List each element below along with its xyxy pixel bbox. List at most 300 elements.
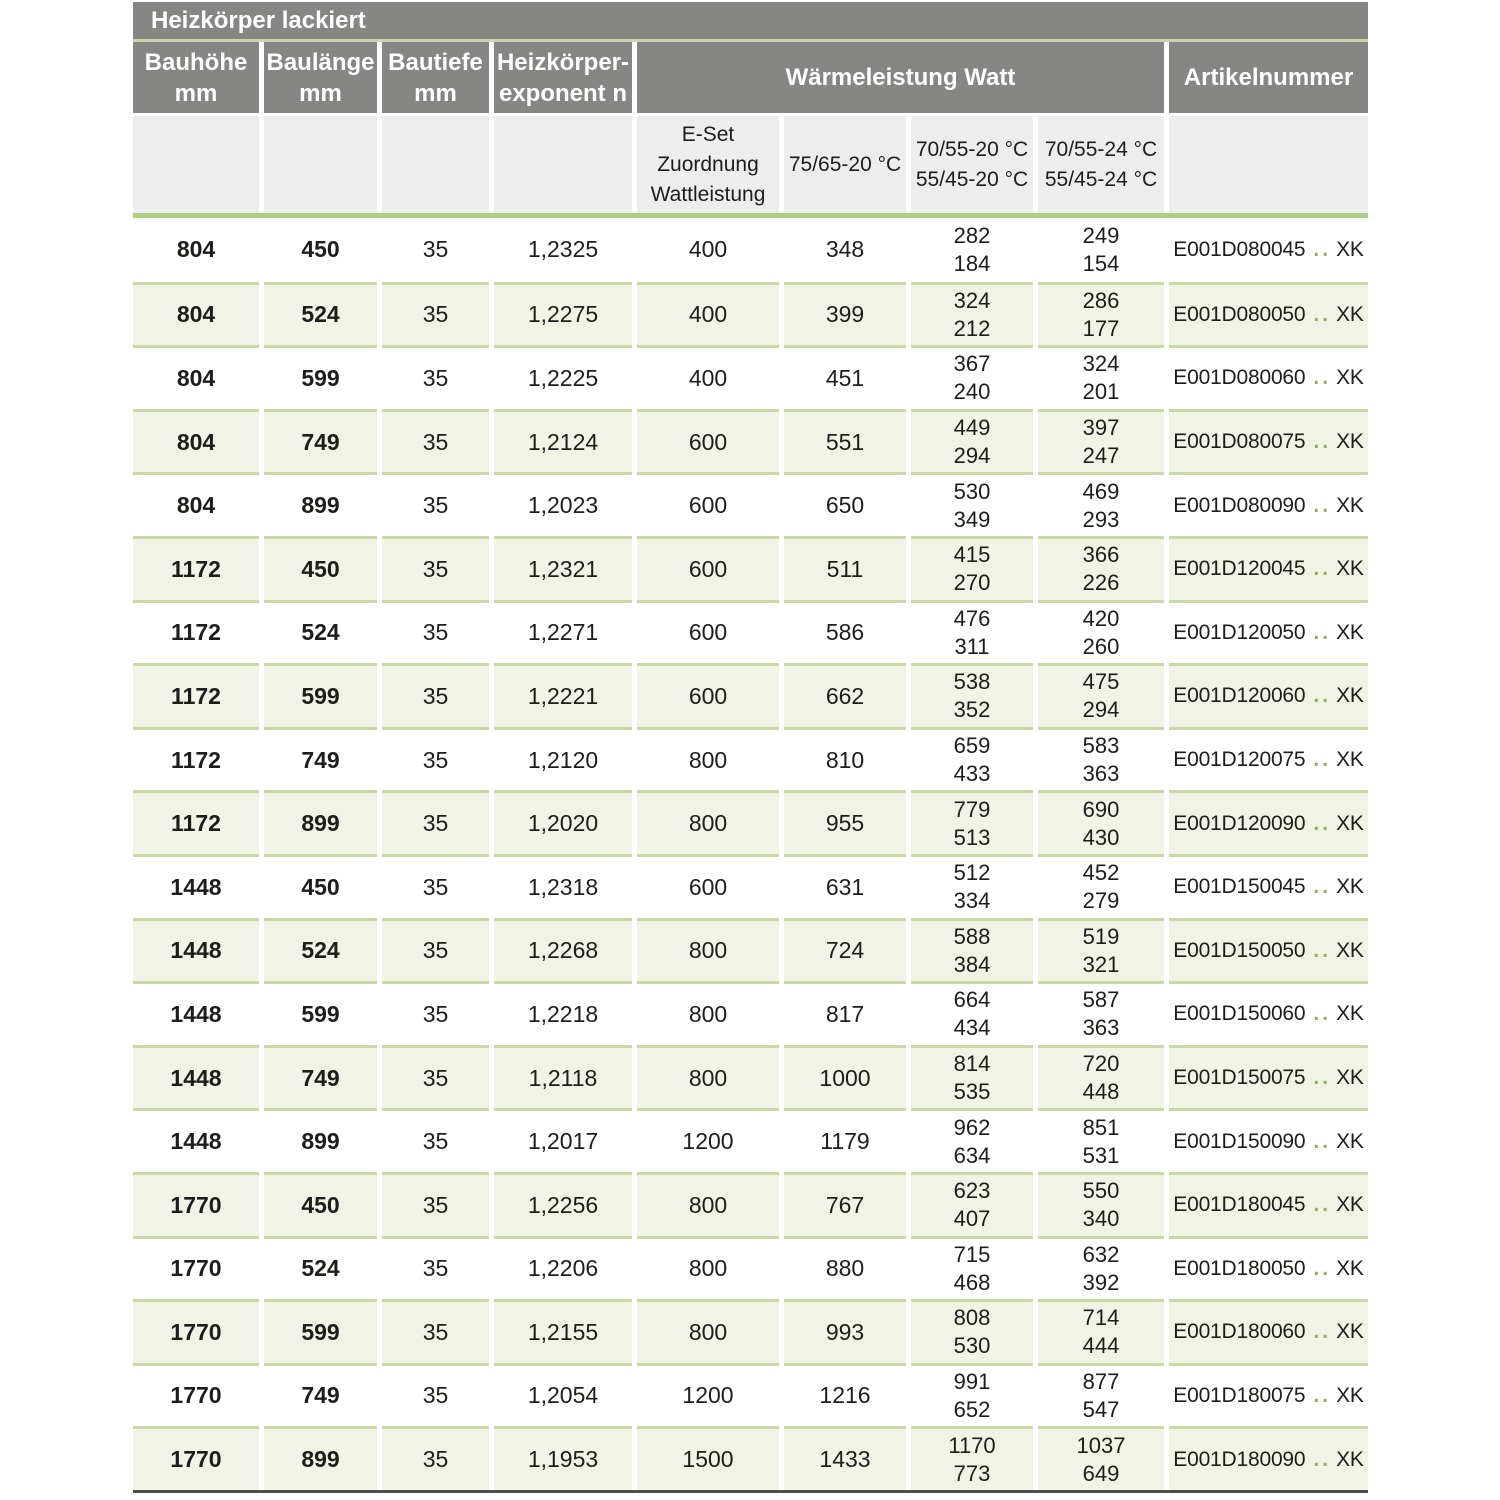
cell-exponent: 1,2120 [494,727,632,791]
cell-bauhoehe: 1172 [133,727,259,791]
cell-bauhoehe: 1770 [133,1236,259,1300]
cell-bautiefe: 35 [382,918,489,982]
cell-watt-75-65-20: 993 [784,1299,906,1363]
watt-value-lower: 294 [1082,697,1120,723]
header-unit: mm [299,79,342,107]
table-row [133,981,1368,1045]
subheader-70-55-24 [1038,116,1164,213]
cell-bautiefe: 35 [382,536,489,600]
artikel-placeholder-dots: .. [1313,1193,1332,1217]
cell-baulaenge: 749 [264,727,377,791]
artikel-placeholder-dots: .. [1313,493,1332,517]
header-unit: mm [174,79,218,107]
cell-eset-wattleistung: 400 [637,218,779,282]
artikel-code: E001D120060 [1173,684,1306,708]
cell-bautiefe: 35 [382,1426,489,1490]
watt-value-upper: 366 [1082,542,1120,568]
artikel-placeholder-dots: .. [1313,1066,1332,1090]
cell-eset-wattleistung: 400 [637,345,779,409]
cell-bautiefe: 35 [382,600,489,664]
cell-bautiefe: 35 [382,282,489,346]
watt-value-lower: 293 [1082,506,1120,532]
watt-value-lower: 448 [1082,1079,1120,1105]
cell-baulaenge: 524 [264,282,377,346]
header-label: Wärmeleistung Watt [785,64,1016,91]
cell-exponent: 1,2225 [494,345,632,409]
watt-value-lower: 434 [953,1015,991,1041]
table-row [133,345,1368,409]
artikel-suffix: XK [1336,1066,1364,1090]
cell-bauhoehe: 1448 [133,1045,259,1109]
watt-value-lower: 184 [953,250,991,276]
cell-watt-70-55-20 [911,1045,1033,1109]
cell-artikelnummer [1169,472,1368,536]
watt-value-upper: 1170 [948,1432,996,1458]
table-row [133,854,1368,918]
cell-bauhoehe: 1770 [133,1426,259,1490]
cell-artikelnummer [1169,345,1368,409]
cell-watt-75-65-20: 631 [784,854,906,918]
cell-watt-70-55-24 [1038,472,1164,536]
watt-value-upper: 632 [1082,1241,1120,1267]
table-row [133,727,1368,791]
table-bottom-border [133,1490,1368,1493]
column-header-bauhoehe [133,42,259,113]
radiator-spec-table [133,0,1368,1493]
artikel-code: E001D150050 [1173,938,1306,962]
header-label: Bauhöhe [144,48,248,76]
artikel-suffix: XK [1336,557,1364,581]
cell-bauhoehe: 804 [133,409,259,473]
header-unit: mm [414,79,457,107]
cell-exponent: 1,2318 [494,854,632,918]
watt-value-lower: 468 [953,1269,991,1295]
artikel-suffix: XK [1336,493,1364,517]
artikel-placeholder-dots: .. [1313,938,1332,962]
artikel-suffix: XK [1336,430,1364,454]
watt-value-upper: 1037 [1076,1432,1126,1458]
cell-baulaenge: 899 [264,1426,377,1490]
artikel-code: E001D120090 [1173,811,1306,835]
artikel-placeholder-dots: .. [1313,1447,1332,1471]
table-row [133,663,1368,727]
cell-bauhoehe: 1172 [133,790,259,854]
cell-watt-70-55-24 [1038,918,1164,982]
cell-eset-wattleistung: 1200 [637,1108,779,1172]
cell-eset-wattleistung: 600 [637,663,779,727]
cell-bauhoehe: 1172 [133,600,259,664]
cell-exponent: 1,2321 [494,536,632,600]
cell-watt-75-65-20: 451 [784,345,906,409]
cell-exponent: 1,2218 [494,981,632,1045]
cell-bautiefe: 35 [382,790,489,854]
cell-bauhoehe: 1172 [133,663,259,727]
cell-bautiefe: 35 [382,854,489,918]
watt-value-upper: 587 [1082,987,1120,1013]
cell-watt-70-55-24 [1038,600,1164,664]
watt-value-upper: 851 [1082,1114,1120,1140]
watt-value-upper: 664 [953,987,991,1013]
table-row [133,282,1368,346]
column-header-bautiefe [382,42,489,113]
watt-value-lower: 384 [953,951,991,977]
cell-artikelnummer [1169,790,1368,854]
artikel-code: E001D080050 [1173,302,1306,326]
cell-artikelnummer [1169,1363,1368,1427]
artikel-placeholder-dots: .. [1313,620,1332,644]
artikel-suffix: XK [1336,684,1364,708]
watt-value-upper: 779 [953,796,991,822]
watt-value-upper: 367 [953,351,991,377]
cell-exponent: 1,2325 [494,218,632,282]
artikel-code: E001D120075 [1173,748,1306,772]
cell-eset-wattleistung: 800 [637,918,779,982]
cell-baulaenge: 899 [264,472,377,536]
cell-eset-wattleistung: 800 [637,1236,779,1300]
artikel-placeholder-dots: .. [1313,430,1332,454]
column-header-artikelnummer [1169,42,1368,113]
header-label: Bautiefe [388,48,483,76]
artikel-placeholder-dots: .. [1313,748,1332,772]
watt-value-lower: 547 [1082,1396,1120,1422]
cell-watt-75-65-20: 1216 [784,1363,906,1427]
artikel-suffix: XK [1336,237,1364,261]
cell-artikelnummer [1169,918,1368,982]
table-row [133,1299,1368,1363]
watt-value-lower: 321 [1082,951,1120,977]
watt-value-lower: 311 [954,633,990,659]
artikel-placeholder-dots: .. [1313,1129,1332,1153]
cell-watt-70-55-24 [1038,1045,1164,1109]
artikel-code: E001D180090 [1173,1447,1306,1471]
cell-watt-70-55-20 [911,1426,1033,1490]
cell-artikelnummer [1169,663,1368,727]
cell-watt-70-55-20 [911,1236,1033,1300]
artikel-placeholder-dots: .. [1313,237,1332,261]
cell-artikelnummer [1169,1108,1368,1172]
header-label: exponent n [498,79,627,107]
cell-bauhoehe: 1448 [133,981,259,1045]
artikel-code: E001D120045 [1173,557,1306,581]
subheader-label: 55/45-20 °C [915,167,1029,191]
cell-bautiefe: 35 [382,1172,489,1236]
cell-bautiefe: 35 [382,218,489,282]
subheader-label: 75/65-20 °C [788,152,902,176]
column-header-baulaenge [264,42,377,113]
watt-value-lower: 279 [1082,888,1120,914]
watt-value-lower: 535 [953,1079,991,1105]
cell-watt-70-55-20 [911,282,1033,346]
cell-baulaenge: 599 [264,1299,377,1363]
cell-bauhoehe: 804 [133,218,259,282]
subheader-label: 55/45-24 °C [1044,167,1158,191]
watt-value-upper: 420 [1082,605,1120,631]
cell-exponent: 1,1953 [494,1426,632,1490]
cell-watt-70-55-24 [1038,1236,1164,1300]
artikel-placeholder-dots: .. [1313,811,1332,835]
cell-bautiefe: 35 [382,1045,489,1109]
cell-bauhoehe: 1448 [133,1108,259,1172]
cell-artikelnummer [1169,409,1368,473]
artikel-code: E001D150045 [1173,875,1306,899]
cell-watt-70-55-20 [911,727,1033,791]
cell-watt-70-55-20 [911,1363,1033,1427]
table-row [133,472,1368,536]
cell-artikelnummer [1169,1236,1368,1300]
watt-value-lower: 177 [1082,315,1120,341]
artikel-code: E001D150075 [1173,1066,1306,1090]
cell-watt-75-65-20: 955 [784,790,906,854]
cell-artikelnummer [1169,218,1368,282]
cell-watt-70-55-20 [911,345,1033,409]
cell-watt-75-65-20: 348 [784,218,906,282]
subheader-label: Zuordnung [657,152,759,176]
cell-exponent: 1,2017 [494,1108,632,1172]
cell-watt-70-55-24 [1038,663,1164,727]
cell-watt-75-65-20: 650 [784,472,906,536]
cell-bautiefe: 35 [382,1108,489,1172]
watt-value-upper: 538 [953,669,991,695]
watt-value-upper: 452 [1082,860,1120,886]
cell-bautiefe: 35 [382,472,489,536]
cell-watt-70-55-24 [1038,727,1164,791]
cell-watt-70-55-20 [911,1172,1033,1236]
artikel-suffix: XK [1336,1256,1364,1280]
cell-eset-wattleistung: 400 [637,282,779,346]
cell-watt-70-55-24 [1038,790,1164,854]
artikel-suffix: XK [1336,1193,1364,1217]
watt-value-upper: 324 [953,287,991,313]
watt-value-upper: 469 [1082,478,1120,504]
cell-exponent: 1,2268 [494,918,632,982]
cell-eset-wattleistung: 800 [637,981,779,1045]
artikel-code: E001D180060 [1173,1320,1306,1344]
cell-watt-75-65-20: 817 [784,981,906,1045]
watt-value-lower: 363 [1082,1015,1120,1041]
cell-baulaenge: 899 [264,1108,377,1172]
cell-exponent: 1,2221 [494,663,632,727]
watt-value-upper: 588 [953,923,991,949]
cell-bauhoehe: 1448 [133,918,259,982]
cell-watt-70-55-20 [911,1299,1033,1363]
cell-watt-70-55-20 [911,918,1033,982]
table-title: Heizkörper lackiert [151,6,366,34]
watt-value-upper: 550 [1082,1178,1120,1204]
cell-watt-75-65-20: 551 [784,409,906,473]
cell-eset-wattleistung: 1500 [637,1426,779,1490]
subheader-label: Wattleistung [650,182,766,206]
cell-watt-70-55-24 [1038,1426,1164,1490]
cell-baulaenge: 599 [264,345,377,409]
cell-watt-75-65-20: 1179 [784,1108,906,1172]
cell-watt-70-55-24 [1038,409,1164,473]
cell-bauhoehe: 1770 [133,1299,259,1363]
watt-value-lower: 392 [1082,1269,1120,1295]
table-row [133,409,1368,473]
artikel-placeholder-dots: .. [1313,302,1332,326]
artikel-suffix: XK [1336,1447,1364,1471]
artikel-code: E001D180050 [1173,1256,1306,1280]
watt-value-upper: 715 [953,1241,991,1267]
cell-exponent: 1,2155 [494,1299,632,1363]
watt-value-upper: 324 [1082,351,1120,377]
watt-value-upper: 583 [1082,733,1120,759]
cell-artikelnummer [1169,981,1368,1045]
watt-value-upper: 814 [953,1051,991,1077]
artikel-suffix: XK [1336,938,1364,962]
artikel-placeholder-dots: .. [1313,1256,1332,1280]
cell-bauhoehe: 1770 [133,1363,259,1427]
cell-exponent: 1,2275 [494,282,632,346]
artikel-suffix: XK [1336,748,1364,772]
header-label: Heizkörper- [496,48,630,76]
cell-baulaenge: 524 [264,600,377,664]
artikel-code: E001D180075 [1173,1383,1306,1407]
watt-value-upper: 397 [1082,415,1120,441]
cell-watt-70-55-24 [1038,218,1164,282]
subheader-label: 70/55-20 °C [915,137,1029,161]
cell-eset-wattleistung: 600 [637,472,779,536]
watt-value-upper: 475 [1082,669,1120,695]
watt-value-upper: 659 [953,733,991,759]
cell-eset-wattleistung: 600 [637,854,779,918]
watt-value-lower: 226 [1082,570,1120,596]
subheader-empty [1169,116,1368,213]
cell-bauhoehe: 804 [133,345,259,409]
subheader-empty [264,116,377,213]
cell-bauhoehe: 1770 [133,1172,259,1236]
artikel-code: E001D080075 [1173,430,1306,454]
header-row-sub [133,116,1368,213]
watt-value-upper: 808 [953,1305,991,1331]
table-row [133,1363,1368,1427]
cell-baulaenge: 749 [264,409,377,473]
table-row [133,536,1368,600]
cell-artikelnummer [1169,854,1368,918]
cell-bauhoehe: 1172 [133,536,259,600]
cell-watt-70-55-20 [911,409,1033,473]
cell-bautiefe: 35 [382,409,489,473]
cell-artikelnummer [1169,1172,1368,1236]
watt-value-upper: 282 [953,222,991,248]
artikel-suffix: XK [1336,366,1364,390]
table-row [133,1045,1368,1109]
cell-watt-70-55-24 [1038,854,1164,918]
cell-eset-wattleistung: 600 [637,409,779,473]
cell-artikelnummer [1169,1426,1368,1490]
artikel-placeholder-dots: .. [1313,1383,1332,1407]
cell-artikelnummer [1169,536,1368,600]
artikel-placeholder-dots: .. [1313,875,1332,899]
watt-value-upper: 962 [953,1114,991,1140]
header-label: Artikelnummer [1183,64,1354,91]
cell-baulaenge: 524 [264,918,377,982]
cell-eset-wattleistung: 800 [637,1172,779,1236]
table-row [133,790,1368,854]
table-row [133,1108,1368,1172]
table-row [133,1426,1368,1490]
subheader-empty [382,116,489,213]
cell-baulaenge: 749 [264,1045,377,1109]
artikel-code: E001D080090 [1173,493,1306,517]
cell-watt-75-65-20: 662 [784,663,906,727]
cell-exponent: 1,2124 [494,409,632,473]
cell-bautiefe: 35 [382,1236,489,1300]
cell-baulaenge: 899 [264,790,377,854]
cell-bauhoehe: 804 [133,282,259,346]
watt-value-lower: 247 [1082,443,1120,469]
watt-value-upper: 286 [1082,287,1120,313]
watt-value-upper: 519 [1082,923,1120,949]
cell-artikelnummer [1169,727,1368,791]
cell-baulaenge: 450 [264,854,377,918]
subheader-eset [637,116,779,213]
cell-bautiefe: 35 [382,345,489,409]
cell-bautiefe: 35 [382,981,489,1045]
artikel-suffix: XK [1336,620,1364,644]
cell-watt-70-55-20 [911,1108,1033,1172]
cell-bautiefe: 35 [382,1299,489,1363]
watt-value-upper: 449 [953,415,991,441]
watt-value-lower: 260 [1082,633,1120,659]
cell-watt-70-55-20 [911,663,1033,727]
watt-value-lower: 652 [953,1396,991,1422]
cell-watt-75-65-20: 1433 [784,1426,906,1490]
watt-value-lower: 773 [953,1460,991,1486]
cell-watt-70-55-24 [1038,1363,1164,1427]
cell-watt-70-55-20 [911,218,1033,282]
cell-artikelnummer [1169,600,1368,664]
artikel-suffix: XK [1336,1320,1364,1344]
cell-baulaenge: 450 [264,1172,377,1236]
watt-value-lower: 294 [953,443,991,469]
cell-watt-75-65-20: 724 [784,918,906,982]
cell-watt-70-55-20 [911,790,1033,854]
cell-bauhoehe: 1448 [133,854,259,918]
header-row-main [133,42,1368,113]
cell-watt-70-55-24 [1038,1172,1164,1236]
cell-watt-70-55-24 [1038,282,1164,346]
cell-watt-70-55-24 [1038,536,1164,600]
subheader-75-65-20 [784,116,906,213]
watt-value-lower: 340 [1082,1206,1120,1232]
watt-value-lower: 154 [1082,250,1120,276]
artikel-suffix: XK [1336,1383,1364,1407]
column-header-waermeleistung [637,42,1164,113]
table-row [133,1172,1368,1236]
watt-value-lower: 201 [1082,379,1120,405]
artikel-suffix: XK [1336,302,1364,326]
watt-value-lower: 363 [1082,761,1120,787]
cell-watt-70-55-24 [1038,345,1164,409]
watt-value-lower: 430 [1082,824,1120,850]
cell-watt-70-55-24 [1038,981,1164,1045]
subheader-empty [494,116,632,213]
watt-value-lower: 444 [1082,1333,1120,1359]
cell-artikelnummer [1169,1045,1368,1109]
table-row [133,1236,1368,1300]
artikel-suffix: XK [1336,875,1364,899]
watt-value-upper: 720 [1082,1051,1120,1077]
watt-value-lower: 530 [953,1333,991,1359]
cell-eset-wattleistung: 800 [637,727,779,791]
watt-value-lower: 433 [953,761,991,787]
watt-value-upper: 530 [953,478,991,504]
cell-watt-75-65-20: 1000 [784,1045,906,1109]
watt-value-lower: 513 [953,824,991,850]
table-row [133,218,1368,282]
watt-value-lower: 407 [953,1206,991,1232]
